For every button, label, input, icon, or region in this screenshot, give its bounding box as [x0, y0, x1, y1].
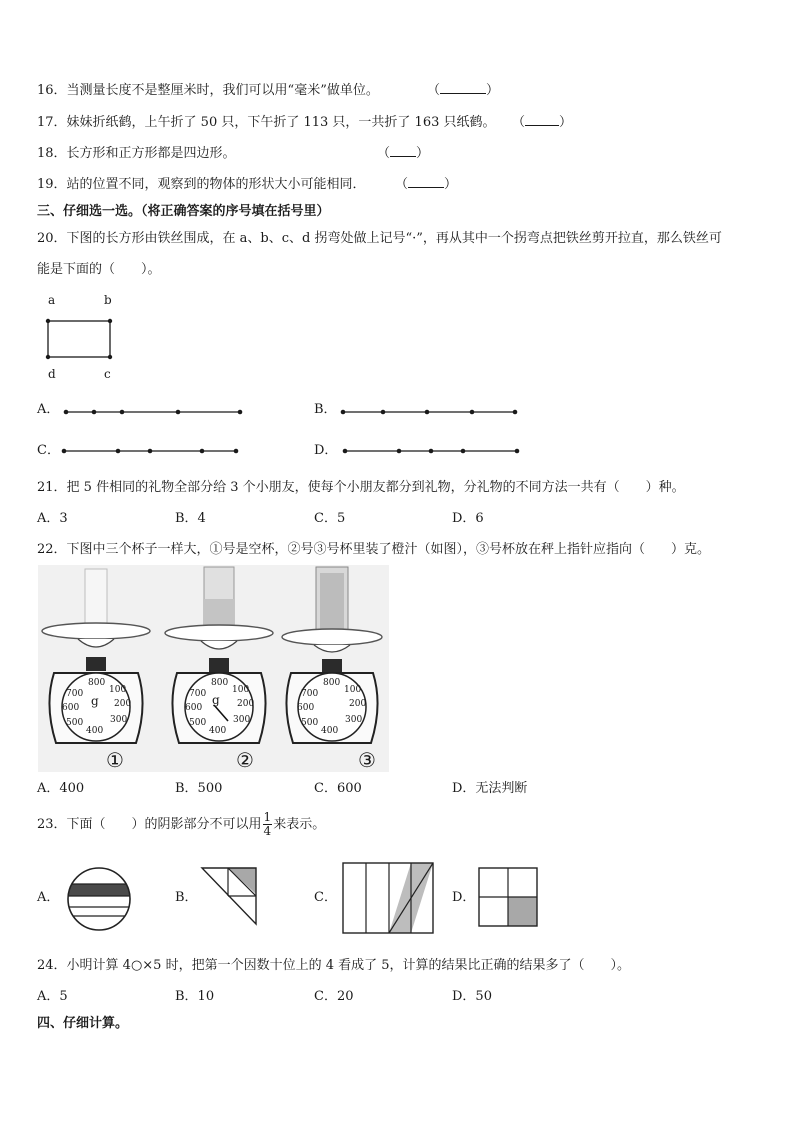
q23-option-c[interactable]: C．	[314, 890, 337, 905]
question-18: 18．长方形和正方形都是四边形。 （ ）	[37, 146, 430, 161]
q21-option-b[interactable]: B．4	[175, 511, 206, 526]
q23-figure-b-triangle	[200, 866, 260, 928]
q24-option-b[interactable]: B．10	[175, 989, 215, 1004]
question-23: 23．下面（ ）的阴影部分不可以用 $\frac{1}{4}$ 来表示。	[37, 810, 326, 838]
question-22: 22．下图中三个杯子一样大，①号是空杯，②号③号杯里装了橙汁（如图），③号杯放在秤上指针应指向（ ）克。	[37, 542, 711, 557]
dial2-tick-300: 300	[233, 715, 251, 725]
q20-option-b-wire	[339, 408, 521, 416]
q22-option-c[interactable]: C．600	[314, 781, 362, 796]
q23-figure-a-circle	[66, 866, 132, 932]
q21-option-c[interactable]: C．5	[314, 511, 346, 526]
q22-option-d[interactable]: D．无法判断	[452, 781, 528, 796]
scales-figure	[38, 565, 389, 772]
dial3-tick-700: 700	[301, 689, 319, 699]
circled-label-2: ②	[236, 748, 254, 772]
q23-figure-d-square	[477, 866, 539, 928]
dial2-tick-400: 400	[209, 726, 227, 736]
dial1-tick-100: 100	[109, 685, 127, 695]
dial3-tick-500: 500	[301, 718, 319, 728]
corner-label-a: a	[48, 293, 56, 307]
q20-option-a-wire	[62, 408, 246, 416]
q22-option-b[interactable]: B．500	[175, 781, 223, 796]
corner-label-b: b	[104, 293, 112, 307]
q23-figure-c-rectangle	[341, 861, 435, 935]
dial3-tick-200: 200	[349, 699, 367, 709]
answer-blank-16[interactable]: （ ）	[427, 83, 500, 98]
q20-option-b[interactable]: B．	[314, 402, 337, 417]
dial1-unit: g	[91, 694, 99, 708]
dial1-tick-800: 800	[88, 678, 106, 688]
circled-label-1: ①	[106, 748, 124, 772]
q20-option-d[interactable]: D．	[314, 443, 338, 458]
q21-option-a[interactable]: A．3	[37, 511, 68, 526]
question-17: 17．妹妹折纸鹤，上午折了 50 只，下午折了 113 只，一共折了 163 只纸鹤。 （ ）	[37, 115, 573, 130]
dial2-unit: g	[212, 693, 220, 707]
scale-2	[160, 565, 277, 772]
corner-label-c: c	[104, 367, 111, 381]
q20-option-a[interactable]: A．	[37, 402, 60, 417]
wire-rectangle	[45, 318, 113, 360]
answer-blank-18[interactable]: （ ）	[377, 146, 430, 161]
section-3-heading: 三、仔细选一选。（将正确答案的序号填在括号里）	[37, 204, 330, 219]
dial2-tick-800: 800	[211, 678, 229, 688]
dial2-tick-600: 600	[185, 703, 203, 713]
question-20-line1: 20．下图的长方形由铁丝围成，在 a、b、c、d 拐弯处做上记号“·”，再从其中一个拐弯点把铁丝剪开拉直，那么铁丝可	[37, 231, 722, 246]
dial2-tick-100: 100	[232, 685, 250, 695]
question-21: 21．把 5 件相同的礼物全部分给 3 个小朋友，使每个小朋友都分到礼物，分礼物的不同方法一共有（ ）种。	[37, 480, 685, 495]
scale-1	[38, 565, 155, 772]
fraction-one-quarter: $\frac{1}{4}$	[263, 810, 272, 838]
dial3-tick-800: 800	[323, 678, 341, 688]
dial2-tick-500: 500	[189, 718, 207, 728]
dial1-tick-400: 400	[86, 726, 104, 736]
dial2-tick-700: 700	[189, 689, 207, 699]
q20-option-c[interactable]: C．	[37, 443, 60, 458]
q21-option-d[interactable]: D．6	[452, 511, 484, 526]
section-4-heading: 四、仔细计算。	[37, 1016, 129, 1031]
dial2-tick-200: 200	[237, 699, 255, 709]
dial1-tick-300: 300	[110, 715, 128, 725]
q22-option-a[interactable]: A．400	[37, 781, 85, 796]
scale-3	[282, 565, 389, 772]
dial1-tick-700: 700	[66, 689, 84, 699]
dial3-tick-600: 600	[297, 703, 315, 713]
answer-blank-19[interactable]: （ ）	[395, 177, 458, 192]
answer-blank-17[interactable]: （ ）	[512, 115, 573, 130]
q23-option-b[interactable]: B．	[175, 890, 198, 905]
q23-option-d[interactable]: D．	[452, 890, 476, 905]
dial1-tick-200: 200	[114, 699, 132, 709]
q24-option-d[interactable]: D．50	[452, 989, 492, 1004]
corner-label-d: d	[48, 367, 56, 381]
dial1-tick-500: 500	[66, 718, 84, 728]
q24-option-c[interactable]: C．20	[314, 989, 354, 1004]
dial3-tick-400: 400	[321, 726, 339, 736]
question-19: 19．站的位置不同，观察到的物体的形状大小可能相同． （ ）	[37, 177, 458, 192]
q20-option-c-wire	[60, 447, 242, 455]
dial3-tick-300: 300	[345, 715, 363, 725]
circled-label-3: ③	[358, 748, 376, 772]
q20-option-d-wire	[341, 447, 523, 455]
q23-option-a[interactable]: A．	[37, 890, 60, 905]
dial1-tick-600: 600	[62, 703, 80, 713]
question-16: 16．当测量长度不是整厘米时，我们可以用“毫米”做单位。 （ ）	[37, 83, 500, 98]
question-24: 24．小明计算 4○×5 时，把第一个因数十位上的 4 看成了 5，计算的结果比正确的结果多了（ ）。	[37, 958, 631, 973]
q24-option-a[interactable]: A．5	[37, 989, 68, 1004]
dial3-tick-100: 100	[344, 685, 362, 695]
question-20-line2: 能是下面的（ ）。	[37, 262, 161, 277]
